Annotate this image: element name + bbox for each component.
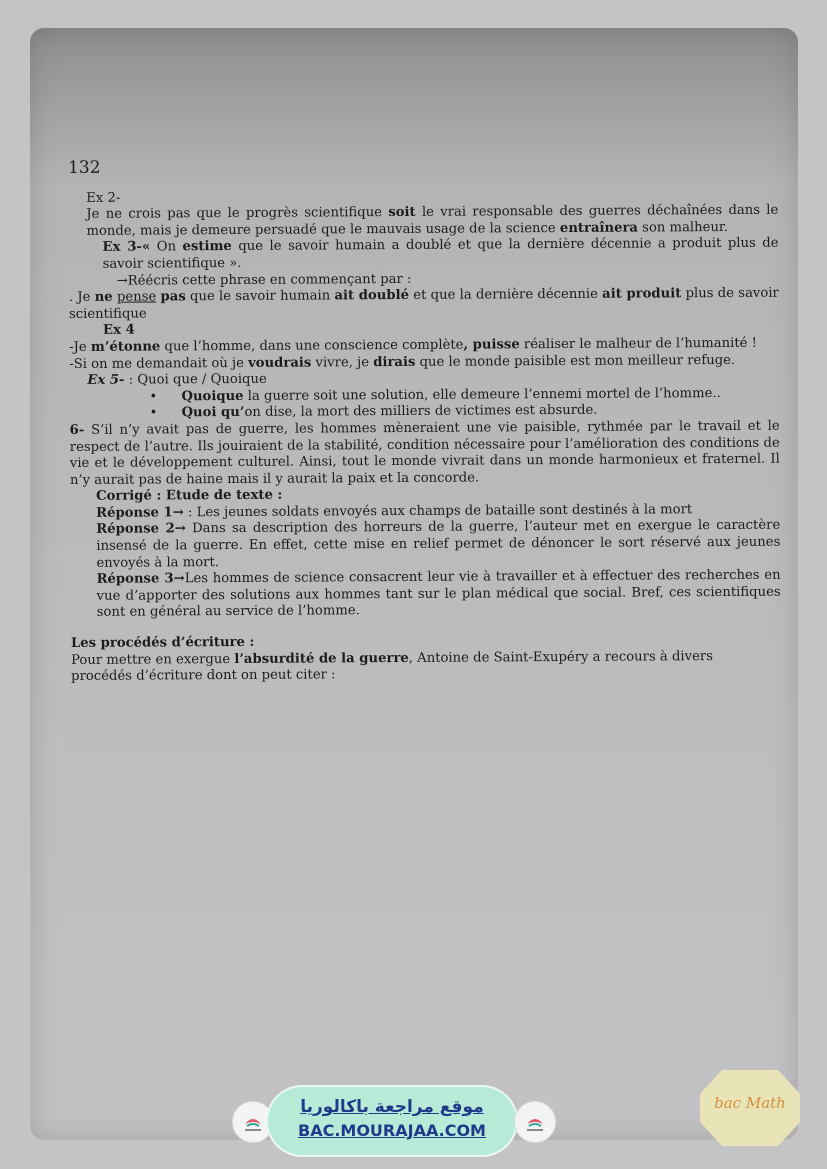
ex5-bullet-1: • Quoique la guerre soit une solution, elle demeure l’ennemi mortel de l’homme.. (149, 385, 721, 405)
reponse-1: Réponse 1→ : Les jeunes soldats envoyés aux champs de bataille sont destinés à la mort (96, 502, 693, 521)
banner-arabic-title[interactable]: موقع مراجعة باكالوريا (300, 1097, 484, 1117)
site-banner[interactable] (268, 1087, 516, 1155)
ex5-bullet-2: • Quoi qu’on dise, la mort des milliers de victimes est absurde. (149, 403, 598, 421)
ex5-intro: Ex 5- : Quoi que / Quoique (87, 371, 267, 389)
procedes-paragraph: Pour mettre en exergue l’absurdité de la guerre, Antoine de Saint-Exupéry a recours à divers procédés d’écriture dont on peut citer : (71, 648, 713, 685)
ex2-label: Ex 2- (86, 190, 121, 206)
ex4-line1: -Je m’étonne que l’homme, dans une conscience complète, puisse réaliser le malheur de l’humanité ! (69, 335, 758, 355)
bac-math-badge-text: bac Math (714, 1094, 786, 1112)
page-number: 132 (67, 157, 101, 178)
procedes-title: Les procédés d’écriture : (70, 634, 255, 652)
ex6-paragraph: 6- S’il n’y avait pas de guerre, les hommes mèneraient une vie paisible, rythmée par le travail et le respect de l’autre. Ils jouiraient de la stabilité, condition nécessaire pour l’amélioration des conditions de vie et le développement culturel. Ainsi, tout le monde vivrait dans un monde harmonieux et fraternel. Il n’y aurait pas de haine mais il y aurait la paix et la concorde. (69, 418, 780, 488)
banner-url[interactable]: BAC.MOURAJAA.COM (298, 1121, 486, 1140)
ex3-instruction: →Réécris cette phrase en commençant par : (116, 271, 412, 289)
ex3-statement: Ex 3-« On estime que le savoir humain a doublé et que la dernière décennie a produit plus de savoir scientifique ». (102, 236, 779, 272)
corrige-title: Corrigé : Etude de texte : (96, 487, 283, 505)
ex4-line2: -Si on me demandait où je voudrais vivre, je dirais que le monde paisible est mon meilleur refuge. (69, 352, 736, 372)
reponse-2: Réponse 2→ Dans sa description des horreurs de la guerre, l’auteur met en exergue le caractère insensé de la guerre. En effet, cette mise en relief permet de dénoncer le sort réservé aux jeunes envoyés à la mort. (96, 518, 781, 571)
site-logo-right-icon (514, 1101, 556, 1143)
ex2-paragraph: Je ne crois pas que le progrès scientifique soit le vrai responsable des guerres déchaînées dans le monde, mais je demeure persuadé que le mauvais usage de la science entraînera son malheur. (86, 202, 779, 239)
ex3-answer: . Je ne pense pas que le savoir humain ait doublé et que la dernière décennie ait produit plus de savoir scientifique (68, 285, 779, 322)
reponse-3: Réponse 3→Les hommes de science consacrent leur vie à travailler et à effectuer des recherches en vue d’apporter des solutions aux hommes tant sur le plan médical que social. Bref, ces scientifiques sont en général au service de l’homme. (96, 567, 781, 621)
page-content (68, 156, 781, 686)
ex4-label: Ex 4 (102, 322, 135, 339)
